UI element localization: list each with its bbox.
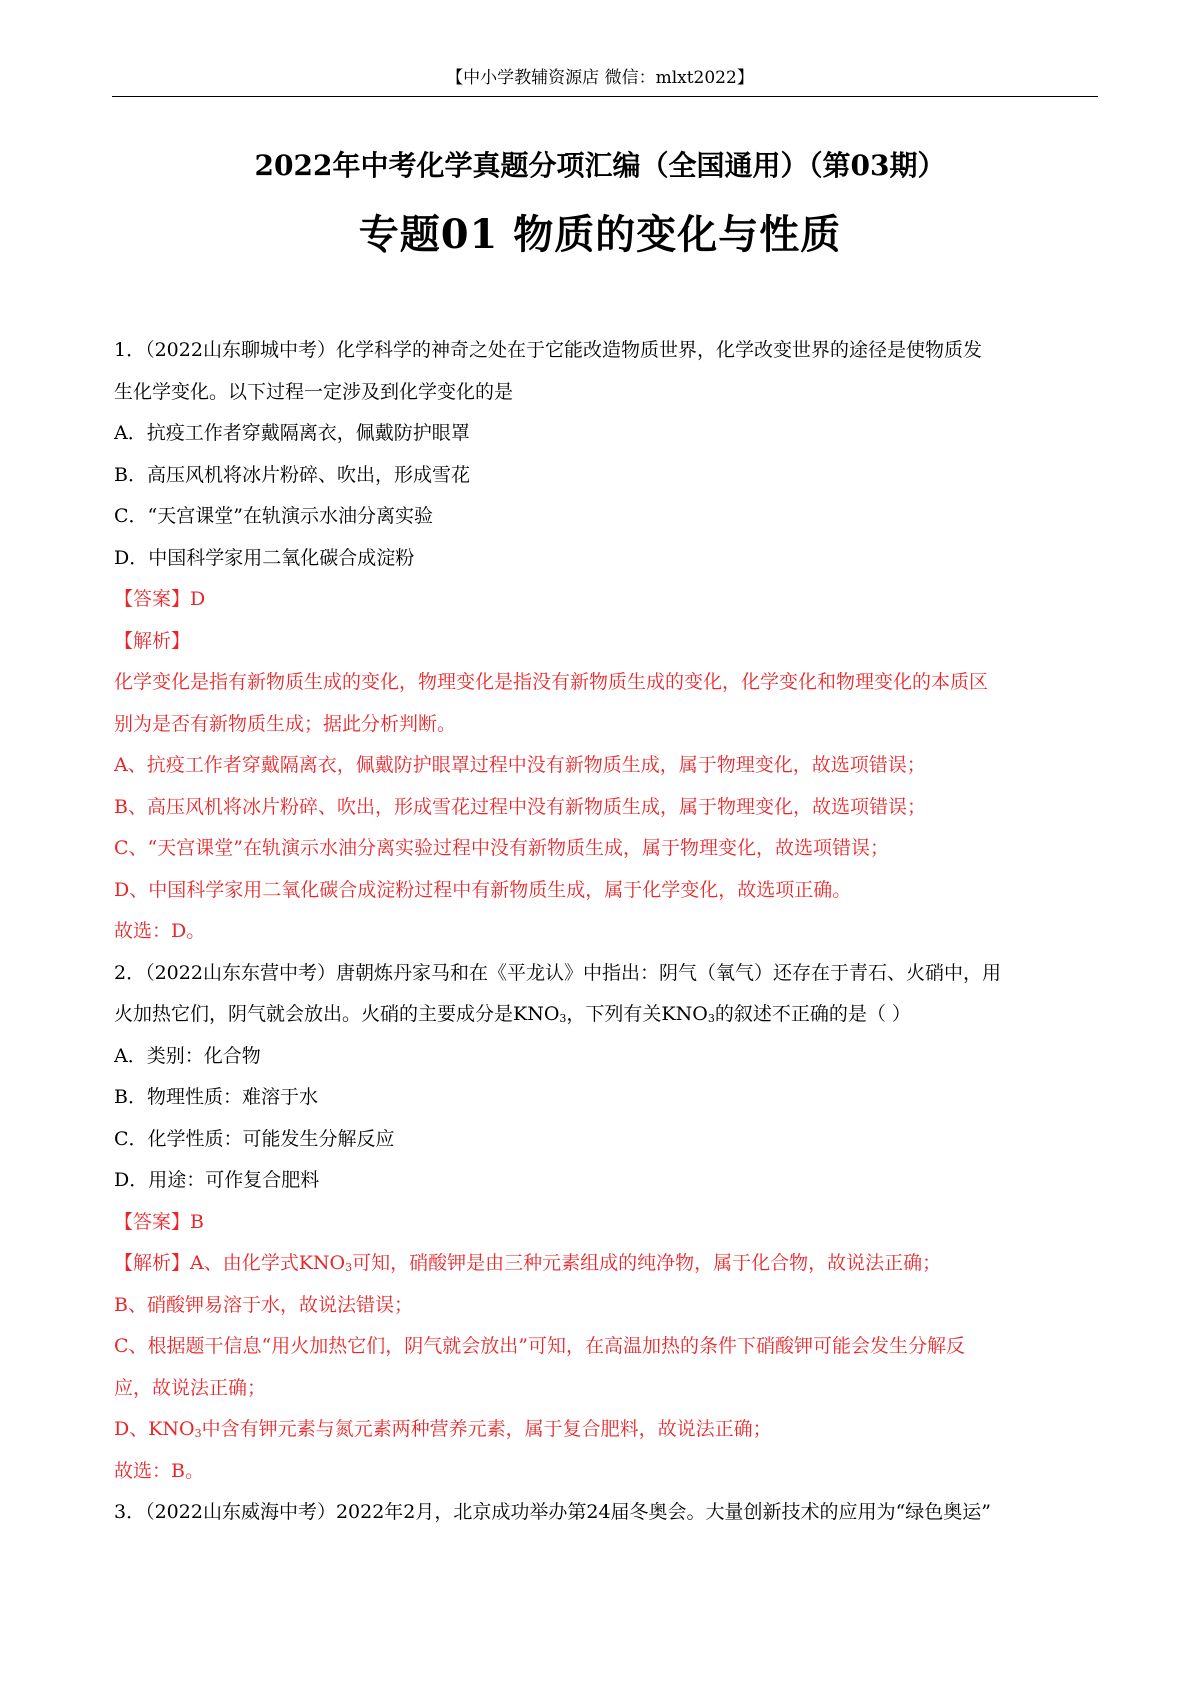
document-body bbox=[114, 330, 1094, 1534]
q1-answer bbox=[114, 579, 1094, 621]
q2-option-a: A．类别：化合物 bbox=[114, 1044, 261, 1067]
q2-explanation-d bbox=[114, 1409, 1094, 1451]
q2-option-c: C．化学性质：可能发生分解反应 bbox=[114, 1127, 395, 1150]
q2-exp-d-text-1: D、KNO bbox=[114, 1418, 195, 1440]
q1-conclusion: 故选：D。 bbox=[114, 920, 206, 942]
subscript: 3 bbox=[194, 1427, 202, 1440]
page-header: 【中小学教辅资源店 微信：mlxt2022】 bbox=[446, 68, 754, 88]
q2-answer bbox=[114, 1202, 1094, 1244]
answer-value: D bbox=[190, 588, 206, 610]
q1-option-c: C．“天宫课堂”在轨演示水油分离实验 bbox=[114, 505, 433, 527]
q1-explanation-a: A、抗疫工作者穿戴隔离衣，佩戴防护眼罩过程中没有新物质生成，属于物理变化，故选项错误； bbox=[114, 754, 926, 776]
q1-explanation-c: C、“天宫课堂”在轨演示水油分离实验过程中没有新物质生成，属于物理变化，故选项错误； bbox=[114, 837, 889, 859]
q2-stem-text-b: ，下列有关KNO bbox=[566, 1003, 708, 1025]
subscript: 3 bbox=[345, 1261, 353, 1274]
q1-explanation-d: D、中国科学家用二氧化碳合成淀粉过程中有新物质生成，属于化学变化，故选项正确。 bbox=[114, 878, 852, 901]
analysis-tag: 【解析】 bbox=[114, 629, 191, 652]
subscript: 3 bbox=[707, 1012, 715, 1025]
answer-tag: 【答案】 bbox=[114, 1210, 191, 1233]
q1-option-d: D．中国科学家用二氧化碳合成淀粉 bbox=[114, 546, 415, 569]
q2-conclusion: 故选：B。 bbox=[114, 1459, 204, 1482]
answer-tag: 【答案】 bbox=[114, 588, 191, 610]
q1-stem-line-2: 生化学变化。以下过程一定涉及到化学变化的是 bbox=[114, 380, 514, 403]
q2-explanation-c-line-1: C、根据题干信息“用火加热它们，阴气就会放出”可知，在高温加热的条件下硝酸钾可能会发生分解反 bbox=[114, 1335, 965, 1357]
q2-explanation-b: B、硝酸钾易溶于水，故说法错误； bbox=[114, 1293, 413, 1316]
topic-title: 专题01 物质的变化与性质 bbox=[358, 211, 842, 258]
q2-exp-a-text-1: A、由化学式KNO bbox=[190, 1252, 346, 1274]
q2-option-b: B．物理性质：难溶于水 bbox=[114, 1086, 318, 1108]
q1-explanation-b: B、高压风机将冰片粉碎、吹出，形成雪花过程中没有新物质生成，属于物理变化，故选项错误； bbox=[114, 795, 926, 818]
q2-exp-d-text-2: 中含有钾元素与氮元素两种营养元素，属于复合肥料，故说法正确； bbox=[201, 1418, 772, 1440]
q1-stem-line-1: 1．（2022山东聊城中考）化学科学的神奇之处在于它能改造物质世界，化学改变世界的途径是使物质发 bbox=[114, 339, 982, 361]
header-divider bbox=[112, 96, 1098, 97]
analysis-tag: 【解析】 bbox=[114, 1252, 191, 1274]
subscript: 3 bbox=[559, 1012, 567, 1025]
q2-stem-line-1: 2．（2022山东东营中考）唐朝炼丹家马和在《平龙认》中指出：阴气（氧气）还存在于青石、火硝中，用 bbox=[114, 961, 1001, 984]
q2-exp-a-text-2: 可知，硝酸钾是由三种元素组成的纯净物，属于化合物，故说法正确； bbox=[352, 1252, 942, 1274]
q1-option-b: B．高压风机将冰片粉碎、吹出，形成雪花 bbox=[114, 463, 470, 486]
q1-explanation-line-2: 别为是否有新物质生成；据此分析判断。 bbox=[114, 712, 457, 735]
q1-analysis-heading bbox=[114, 621, 1094, 663]
q2-stem-text-a: 火加热它们，阴气就会放出。火硝的主要成分是KNO bbox=[114, 1003, 560, 1025]
q2-stem-line-2 bbox=[114, 994, 1094, 1036]
q3-stem-line-1: 3．（2022山东威海中考）2022年2月，北京成功举办第24届冬奥会。大量创新技术的应用为“绿色奥运” bbox=[114, 1501, 991, 1523]
document-title: 2022年中考化学真题分项汇编（全国通用）（第03期） bbox=[254, 149, 946, 182]
q2-stem-text-c: 的叙述不正确的是（ ） bbox=[714, 1003, 911, 1025]
q2-explanation-c-line-2: 应，故说法正确； bbox=[114, 1376, 267, 1399]
answer-value: B bbox=[190, 1210, 204, 1233]
q1-explanation-line-1: 化学变化是指有新物质生成的变化，物理变化是指没有新物质生成的变化，化学变化和物理变化的本质区 bbox=[114, 671, 989, 693]
q2-option-d: D．用途：可作复合肥料 bbox=[114, 1169, 320, 1191]
q1-option-a: A．抗疫工作者穿戴隔离衣，佩戴防护眼罩 bbox=[114, 422, 470, 444]
q2-explanation-a bbox=[114, 1243, 1094, 1285]
